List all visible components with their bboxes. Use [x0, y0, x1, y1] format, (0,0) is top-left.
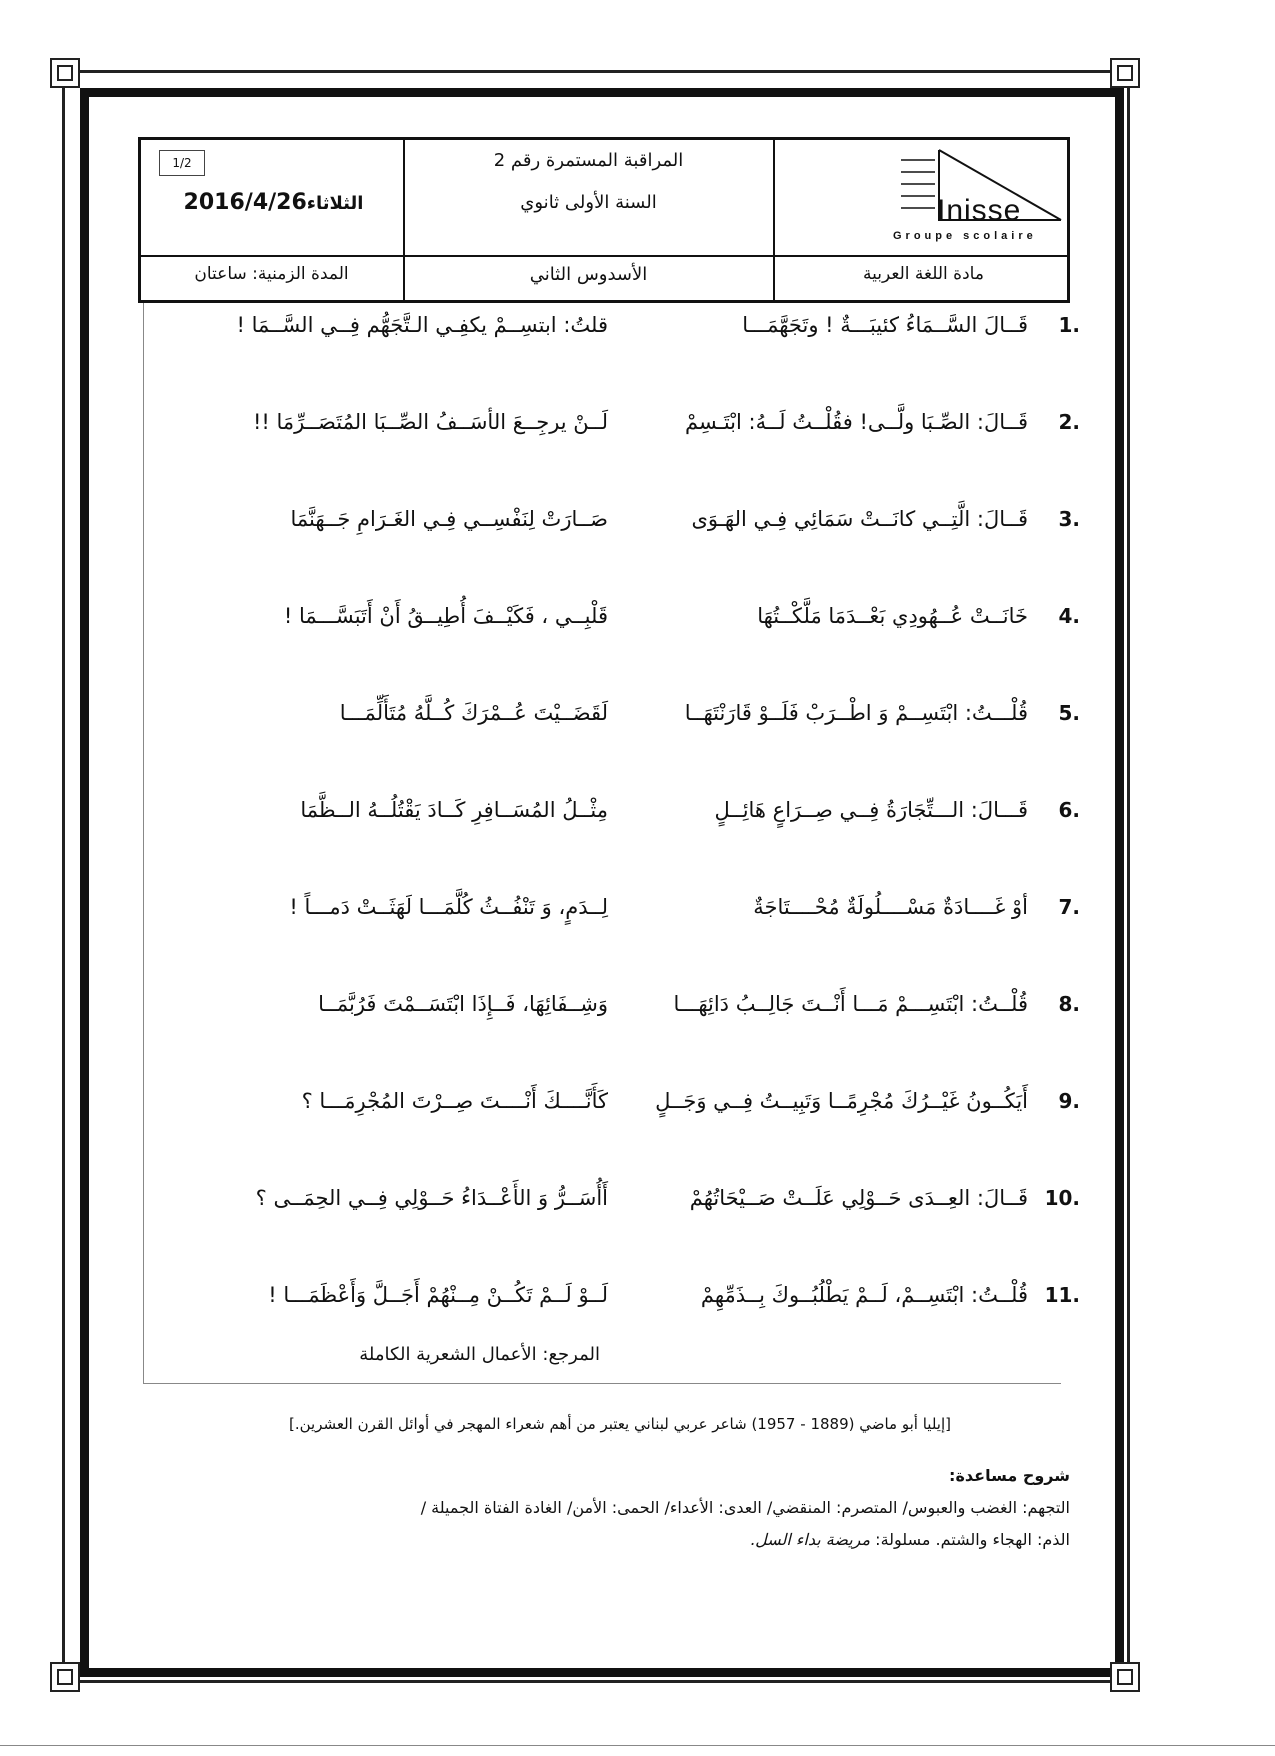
- exam-semester: الأسدوس الثاني: [529, 264, 648, 285]
- verse-first-hemistich: قَــالَ: العِــدَى حَــوْلِي عَلَــتْ صَــيْحَاتُهُمْ: [689, 1186, 1028, 1210]
- logo-name: Inisse: [937, 194, 1022, 227]
- verse-second-hemistich: وَشِــفَائِهَا، فَــإِذَا ابْتَسَــمْتَ فَرُبَّمَــا: [318, 992, 608, 1016]
- verse-line: [168, 494, 1080, 544]
- verse-first-hemistich: قَــالَ السَّــمَاءُ كئيبَـــةٌ ! وتَجَهَّمَـــا: [742, 313, 1028, 337]
- frame-corner-ornament: [1110, 58, 1140, 88]
- exam-date-value: 2016/4/26: [183, 190, 307, 215]
- verse-line: [168, 591, 1080, 641]
- verse-line: [168, 1076, 1080, 1126]
- frame-corner-ornament: [50, 58, 80, 88]
- verse-second-hemistich: صَــارَتْ لِنَفْسِــي فِـي الغَـرَامِ جَــهَنَّمَا: [290, 507, 608, 531]
- verse-first-hemistich: قُلْـــتُ: ابْتَسِــمْ وَ اطْــرَبْ فَلَــوْ قَارَنْتَهَــا: [684, 701, 1028, 725]
- verse-line: [168, 300, 1080, 350]
- school-logo: [881, 146, 1067, 250]
- verse-number: 8.: [1058, 992, 1080, 1016]
- verse-line: [168, 882, 1080, 932]
- verse-second-hemistich: قَلْبِــي ، فَكَيْــفَ أُطِيــقُ أَنْ أَتَبَسَّـــمَا !: [283, 604, 608, 628]
- reference: المرجع: الأعمال الشعرية الكاملة: [359, 1344, 600, 1365]
- glossary-line-1: التجهم: الغضب والعبوس/ المتصرم: المنقضي/ العدى: الأعداء/ الحمى: الأمن/ الغادة الفتاة الجميلة /: [420, 1498, 1070, 1517]
- frame-corner-ornament: [1110, 1662, 1140, 1692]
- glossary-line-2: [180, 1524, 1070, 1556]
- verse-number: 1.: [1058, 313, 1080, 337]
- verse-second-hemistich: لَــوْ لَــمْ تَكُــنْ مِــنْهُمْ أَجَــلَّ وَأَعْظَمَـــا !: [268, 1283, 608, 1307]
- verse-first-hemistich: أَيَكُــونُ غَيْــرُكَ مُجْرِمًــا وَتَبِيــتُ فِــي وَجَــلٍ: [655, 1089, 1028, 1113]
- verse-first-hemistich: قُلْــتُ: ابْتَسِـــمْ مَـــا أَنْــتَ جَالِــبُ دَائِهَـــا: [673, 992, 1028, 1016]
- glossary-title: شروح مساعدة:: [949, 1466, 1070, 1485]
- exam-subject: مادة اللغة العربية: [863, 264, 984, 284]
- verse-line: [168, 688, 1080, 738]
- poet-note: [إيليا أبو ماضي (1889 - 1957) شاعر عربي لبناني يعتبر من أهم شعراء المهجر في أوائل القرن العشرين.]: [289, 1415, 951, 1433]
- exam-day: الثلاثاء: [306, 193, 364, 214]
- verse-first-hemistich: أوْ غَــــادَةٌ مَسْــــلُولَةٌ مُحْــــتَاجَةٌ: [753, 895, 1028, 919]
- glossary-line-2-printed: الذم: الهجاء والشتم. مسلولة:: [875, 1530, 1070, 1549]
- verse-number: 5.: [1058, 701, 1080, 725]
- frame-corner-ornament: [50, 1662, 80, 1692]
- exam-duration: المدة الزمنية: ساعتان: [194, 264, 349, 284]
- page-number: 1/2: [159, 150, 205, 176]
- verse-number: 9.: [1058, 1089, 1080, 1113]
- verse-line: [168, 979, 1080, 1029]
- verse-second-hemistich: كَأَنَّــــكَ أَنْــــتَ صِــرْتَ المُجْرِمَـــا ؟: [301, 1089, 608, 1113]
- verse-number: 11.: [1044, 1283, 1080, 1307]
- verse-second-hemistich: أَأُسَــرُّ وَ الأَعْــدَاءُ حَــوْلِي فِــي الحِمَــى ؟: [255, 1186, 608, 1210]
- verse-number: 3.: [1058, 507, 1080, 531]
- verse-first-hemistich: قَــالَ: الَّتِــي كانَــتْ سَمَائِي فِـي الهَـوَى: [691, 507, 1028, 531]
- verse-first-hemistich: قَــالَ: الصِّـبَا ولَّــى! فقُلْــتُ لَــهُ: ابْتَـسِمْ: [684, 410, 1028, 434]
- exam-level: السنة الأولى ثانوي: [520, 192, 657, 213]
- verse-second-hemistich: مِثْــلُ المُسَــافِرِ كَــادَ يَقْتُلُــهُ الــظَّمَا: [300, 798, 608, 822]
- helper-glossary: [180, 1460, 1070, 1556]
- verse-number: 4.: [1058, 604, 1080, 628]
- verse-number: 10.: [1044, 1186, 1080, 1210]
- verse-number: 2.: [1058, 410, 1080, 434]
- verse-line: [168, 1270, 1080, 1320]
- verse-first-hemistich: قُلْــتُ: ابْتَسِــمْ، لَــمْ يَطْلُبُــوكَ بِــذَمِّهِمْ: [700, 1283, 1028, 1307]
- verse-line: [168, 785, 1080, 835]
- verse-number: 7.: [1058, 895, 1080, 919]
- verse-second-hemistich: قلتُ: ابتسِــمْ يكفِـي الـتَّجَهُّم فِــي السَّــمَا !: [236, 313, 608, 337]
- exam-title: المراقبة المستمرة رقم 2: [493, 150, 684, 171]
- verse-number: 6.: [1058, 798, 1080, 822]
- logo-subtitle: Groupe scolaire: [893, 230, 1037, 242]
- exam-date: [161, 190, 386, 215]
- verse-second-hemistich: لَــنْ يرجِــعَ الأسَــفُ الصِّــبَا المُتَصَــرِّمَا !!: [252, 410, 608, 434]
- verse-second-hemistich: لَقَضَــيْتَ عُــمْرَكَ كُــلَّهُ مُتَأَلِّمَـــا: [339, 701, 608, 725]
- verse-line: [168, 1173, 1080, 1223]
- glossary-handwritten-note: مريضة بداء السل.: [749, 1530, 871, 1549]
- exam-header-table: [138, 137, 1070, 303]
- verse-line: [168, 397, 1080, 447]
- page-bottom-rule: [0, 1745, 1275, 1746]
- verse-first-hemistich: قَـــالَ: الـــتِّجَارَةُ فِــي صِــرَاعٍ هَائِــلٍ: [714, 798, 1028, 822]
- verse-second-hemistich: لِــدَمٍ، وَ تَنْفُــثُ كُلَّمَـــا لَهَثَــتْ دَمـــاً !: [289, 895, 608, 919]
- verse-first-hemistich: خَانَــتْ عُــهُودِي بَعْــدَمَا مَلَّكْــتُهَا: [757, 604, 1028, 628]
